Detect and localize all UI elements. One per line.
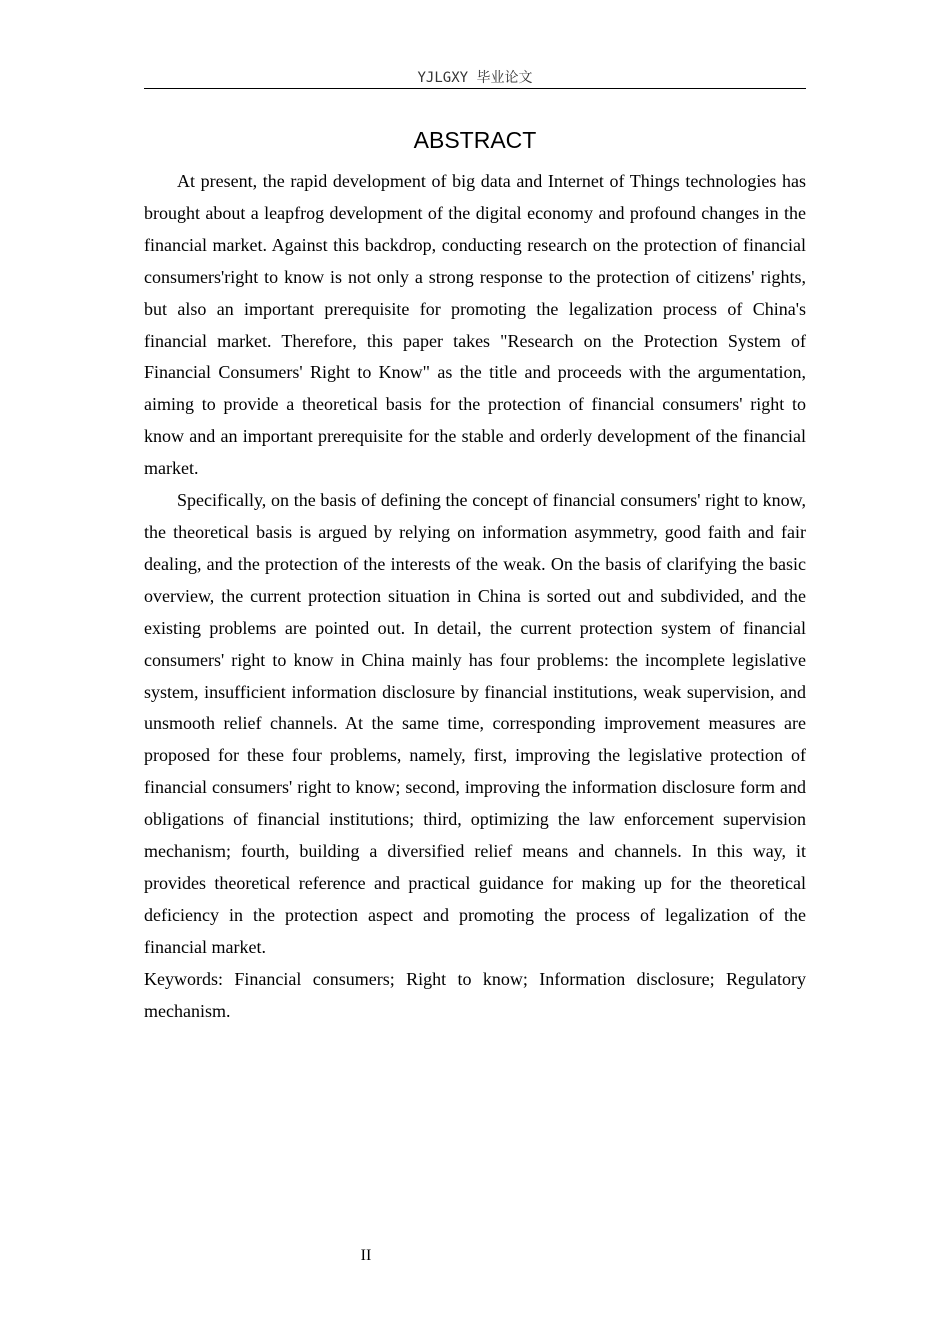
abstract-body: [144, 166, 806, 1027]
running-header: YJLGXY 毕业论文: [144, 68, 806, 89]
abstract-title: ABSTRACT: [413, 127, 537, 153]
page-number: II: [360, 1247, 372, 1264]
abstract-paragraph-2: Specifically, on the basis of defining the concept of financial consumers' right to know, the theoretical basis is argued by relying on information asymmetry, good faith and fair dealing, and the protection of the interests of the weak. On the basis of clarifying the basic overview, the current protection situation in China is sorted out and subdivided, and the existing problems are pointed out. In detail, the current protection system of financial consumers' right to know in China mainly has four problems: the incomplete legislative system, insufficient information disclosure by financial institutions, weak supervision, and unsmooth relief channels. At the same time, corresponding improvement measures are proposed for these four problems, namely, first, improving the legislative protection of financial consumers' right to know; second, improving the information disclosure form and obligations of financial institutions; third, optimizing the law enforcement supervision mechanism; fourth, building a diversified relief means and channels. In this way, it provides theoretical reference and practical guidance for making up for the theoretical deficiency in the protection aspect and promoting the process of legalization of the financial market.: [144, 490, 806, 957]
abstract-paragraph-1: At present, the rapid development of big data and Internet of Things technologies has brought about a leapfrog development of the digital economy and profound changes in the financial market. Against this backdrop, conducting research on the protection of financial consumers'right to know is not only a strong response to the protection of citizens' rights, but also an important prerequisite for promoting the legalization process of China's financial market. Therefore, this paper takes "Research on the Protection System of Financial Consumers' Right to Know" as the title and proceeds with the argumentation, aiming to provide a theoretical basis for the protection of financial consumers' right to know and an important prerequisite for the stable and orderly development of the financial market.: [144, 171, 806, 479]
keywords-line: Keywords: Financial consumers; Right to know; Information disclosure; Regulatory mechanism.: [144, 968, 806, 1021]
